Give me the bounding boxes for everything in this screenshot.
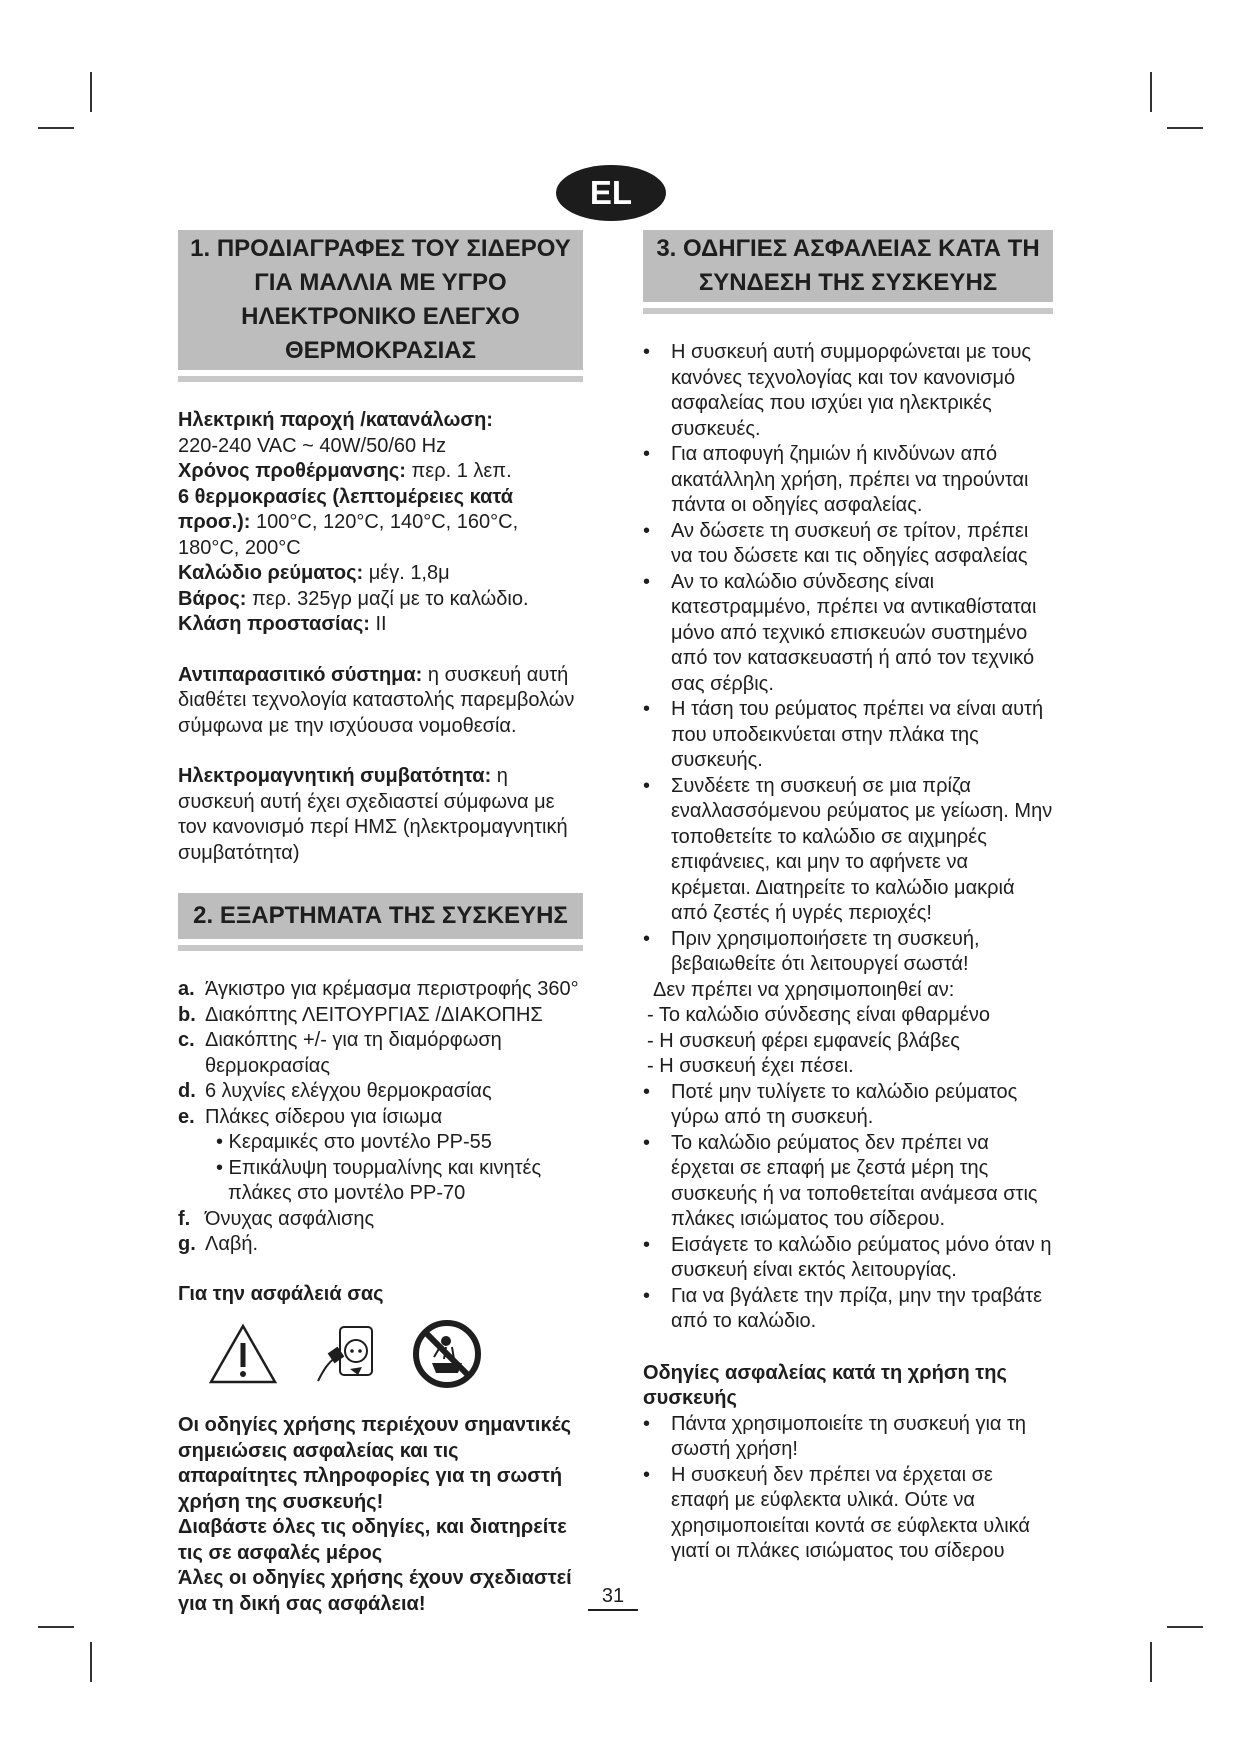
safety-note: Οι οδηγίες χρήσης περιέχουν σημαντικές σημειώσεις ασφαλείας και τις απαραίτητες πληροφορίες για τη σωστή χρήση της συσκευής! bbox=[178, 1414, 572, 1513]
bullet-item: • Η συσκευή αυτή συμμορφώνεται με τους κανόνες τεχνολογίας και τον κανονισμό ασφαλείας που ισχύει για ηλεκτρικές συσκευές. bbox=[643, 341, 1032, 440]
spec-weight-label: Βάρος: bbox=[178, 587, 247, 610]
crop-mark bbox=[38, 127, 74, 129]
spec-emc-value: η συσκευή αυτή έχει σχεδιαστεί σύμφωνα με τον κανονισμό περί ΗΜΣ (ηλεκτρομαγνητική συμβατότητα) bbox=[178, 765, 568, 864]
not-use-item: - Η συσκευή φέρει εμφανείς βλάβες bbox=[647, 1029, 960, 1052]
right-column bbox=[643, 230, 1053, 1565]
spec-power-value: 220-240 VAC ~ 40W/50/60 Hz bbox=[178, 434, 447, 457]
spec-preheat-label: Χρόνος προθέρμανσης: bbox=[178, 460, 406, 482]
safety-heading: Για την ασφάλειά σας bbox=[178, 1282, 384, 1305]
spec-protection-class-label: Κλάση προστασίας: bbox=[178, 613, 370, 635]
spec-emc-label: Ηλεκτρομαγνητική συμβατότητα: bbox=[178, 765, 492, 787]
spec-weight bbox=[178, 587, 583, 613]
spec-weight-value: περ. 325γρ μαζί με το καλώδιο. bbox=[246, 587, 529, 610]
bullet-item: • Αν δώσετε τη συσκευή σε τρίτον, πρέπει να του δώσετε και τις οδηγίες ασφαλείας bbox=[643, 519, 1029, 567]
section-2-title: 2. ΕΞΑΡΤΗΜΑΤΑ ΤΗΣ ΣΥΣΚΕΥΗΣ bbox=[178, 893, 583, 939]
spec-temperatures bbox=[178, 485, 583, 562]
spec-interference-label: Αντιπαρασιτικό σύστημα: bbox=[178, 663, 423, 686]
warning-triangle-icon bbox=[208, 1323, 278, 1385]
bullet-item: • Πριν χρησιμοποιήσετε τη συσκευή, βεβαιωθείτε ότι λειτουργεί σωστά! bbox=[643, 927, 980, 975]
no-water-icon bbox=[412, 1319, 482, 1389]
not-use-item: - Το καλώδιο σύνδεσης είναι φθαρμένο bbox=[647, 1004, 990, 1026]
spec-temperatures-label: 6 θερμοκρασίες (λεπτομέρειες κατά προσ.): bbox=[178, 485, 514, 533]
crop-mark bbox=[90, 72, 92, 112]
bullet-item: • Η συσκευή δεν πρέπει να έρχεται σε επαφή με εύφλεκτα υλικά. Ούτε να χρησιμοποιείται κοντά σε εύφλεκτα υλικά γιατί οι πλάκες ισιώματος του σίδερου bbox=[643, 1463, 1030, 1562]
spec-interference-value: η συσκευή αυτή διαθέτει τεχνολογία καταστολής παρεμβολών σύμφωνα με την ισχύουσα νομοθεσία. bbox=[178, 663, 575, 737]
bullet-item: • Αν το καλώδιο σύνδεσης είναι κατεστραμμένο, πρέπει να αντικαθίσταται μόνο από τεχνικό επισκευών συστημένο από τον κατασκευαστή ή από τον τεχνικό σας σέρβις. bbox=[643, 570, 1037, 695]
usage-heading: Οδηγίες ασφαλείας κατά τη χρήση της συσκευής bbox=[643, 1361, 1007, 1409]
crop-mark bbox=[38, 1626, 74, 1628]
bullet-item: • Εισάγετε το καλώδιο ρεύματος μόνο όταν η συσκευή είναι εκτός λειτουργίας. bbox=[643, 1233, 1052, 1281]
crop-mark bbox=[90, 1642, 92, 1682]
warning-icons bbox=[208, 1309, 583, 1399]
bullet-item: • Για να βγάλετε την πρίζα, μην την τραβάτε από το καλώδιο. bbox=[643, 1284, 1043, 1332]
list-item: b. Διακόπτης ΛΕΙΤΟΥΡΓΙΑΣ /ΔΙΑΚΟΠΗΣ bbox=[178, 1003, 543, 1026]
crop-mark bbox=[1150, 1642, 1152, 1682]
list-item: a. Άγκιστρο για κρέμασμα περιστροφής 360° bbox=[178, 978, 579, 1000]
not-use-item: - Η συσκευή έχει πέσει. bbox=[647, 1055, 854, 1077]
spec-temperatures-value: 100°C, 120°C, 140°C, 160°C, 180°C, 200°C bbox=[178, 511, 519, 559]
spec-cord-value: μέγ. 1,8μ bbox=[363, 562, 450, 584]
crop-mark bbox=[1167, 1626, 1203, 1628]
list-item: f. Όνυχας ασφάλισης bbox=[178, 1207, 375, 1230]
spec-preheat-value: περ. 1 λεπ. bbox=[405, 460, 512, 482]
crop-mark bbox=[1167, 127, 1203, 129]
language-badge: EL bbox=[556, 165, 666, 221]
unplug-icon bbox=[314, 1323, 376, 1385]
section-3-title: 3. ΟΔΗΓΙΕΣ ΑΣΦΑΛΕΙΑΣ ΚΑΤΑ ΤΗ ΣΥΝΔΕΣΗ ΤΗΣ ΣΥΣΚΕΥΗΣ bbox=[643, 230, 1053, 302]
bullet-item: • Ποτέ μην τυλίγετε το καλώδιο ρεύματος γύρω από τη συσκευή. bbox=[643, 1080, 1018, 1128]
section-1-title: 1. ΠΡΟΔΙΑΓΡΑΦΕΣ ΤΟΥ ΣΙΔΕΡΟΥ ΓΙΑ ΜΑΛΛΙΑ ΜΕ ΥΓΡΟ ΗΛΕΚΤΡΟΝΙΚΟ ΕΛΕΓΧΟ ΘΕΡΜΟΚΡΑΣΙΑΣ bbox=[178, 230, 583, 370]
spec-emc bbox=[178, 764, 583, 866]
left-column bbox=[178, 230, 583, 1617]
page-number: 31 bbox=[588, 1585, 638, 1611]
spec-cord bbox=[178, 561, 583, 587]
list-item: g. Λαβή. bbox=[178, 1233, 259, 1255]
sub-list-item: • Κεραμικές στο μοντέλο PP-55 bbox=[216, 1131, 492, 1153]
safety-note: Διαβάστε όλες τις οδηγίες, και διατηρείτε τις σε ασφαλές μέρος bbox=[178, 1516, 567, 1564]
parts-list bbox=[178, 977, 583, 1130]
list-item: e. Πλάκες σίδερου για ίσιωμα bbox=[178, 1105, 443, 1128]
crop-mark bbox=[1150, 72, 1152, 112]
bullet-item: • Η τάση του ρεύματος πρέπει να είναι αυτή που υποδεικνύεται στην πλάκα της συσκευής. bbox=[643, 698, 1044, 771]
bullet-item: • Το καλώδιο ρεύματος δεν πρέπει να έρχεται σε επαφή με ζεστά μέρη της συσκευής ή να τοποθετείται ανάμεσα στις πλάκες ισιώματος του σίδερου. bbox=[643, 1131, 1038, 1230]
spec-power-label: Ηλεκτρική παροχή /κατανάλωση: bbox=[178, 409, 493, 431]
spec-preheat bbox=[178, 459, 583, 485]
bullet-item: • Για αποφυγή ζημιών ή κινδύνων από ακατάλληλη χρήση, πρέπει να τηρούνται πάντα οι οδηγίες ασφαλείας. bbox=[643, 443, 1029, 516]
safety-note: Άλες οι οδηγίες χρήσης έχουν σχεδιαστεί για τη δική σας ασφάλεια! bbox=[178, 1567, 572, 1615]
bullet-item: • Συνδέετε τη συσκευή σε μια πρίζα εναλλασσόμενου ρεύματος με γείωση. Μην τοποθετείτε το καλώδιο σε αιχμηρές επιφάνειες, και μην το αφήνετε να κρέμεται. Διατηρείτε το καλώδιο μακριά από ζεστές ή υγρές περιοχές! bbox=[643, 774, 1053, 924]
sub-list-item: • Επικάλυψη τουρμαλίνης και κινητές πλάκες στο μοντέλο PP-70 bbox=[216, 1156, 542, 1204]
spec-cord-label: Καλώδιο ρεύματος: bbox=[178, 562, 364, 584]
spec-power bbox=[178, 408, 583, 459]
spec-protection-class bbox=[178, 612, 583, 638]
spec-protection-class-value: II bbox=[369, 613, 387, 635]
list-item: c. Διακόπτης +/- για τη διαμόρφωση θερμοκρασίας bbox=[178, 1029, 502, 1077]
list-item: d. 6 λυχνίες ελέγχου θερμοκρασίας bbox=[178, 1080, 492, 1102]
bullet-item: • Πάντα χρησιμοποιείτε τη συσκευή για τη σωστή χρήση! bbox=[643, 1412, 1027, 1460]
parts-list-continued bbox=[178, 1207, 583, 1258]
not-use-intro: Δεν πρέπει να χρησιμοποιηθεί αν: bbox=[653, 978, 955, 1001]
spec-interference bbox=[178, 663, 583, 740]
